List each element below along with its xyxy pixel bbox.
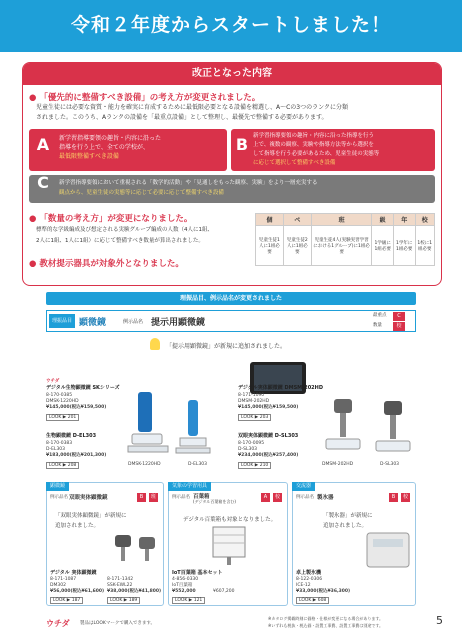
card-c2: 8-171-1342 (107, 577, 134, 582)
rank-label: 最重点 (373, 313, 387, 318)
product-code: 8-170-0385 (46, 393, 73, 398)
qty-value: 校 (393, 322, 405, 331)
product-model: DMSK-1220HD (46, 399, 79, 404)
stereo-microscope-image (109, 531, 161, 567)
sec2-line1: 標準的な学級編成及び想定される実験グループ編成の人数（4人に1組、 (36, 227, 214, 233)
card-bubble: デジタル百葉箱も対象となりました。 (183, 517, 277, 523)
rank-a-text3: 最低限整備すべき設備 (59, 153, 119, 160)
revision-heading: 改正となった内容 (23, 63, 441, 85)
product-name: 生物顕微鏡 D-EL303 (46, 433, 97, 439)
rank-c-block (29, 175, 435, 203)
qty-header-pe: ペ (283, 214, 311, 226)
sec2-line2: 2人に1組、1人に1組）に応じて整備すべき数量が算出されました。 (36, 238, 204, 244)
card-rank: B (389, 493, 398, 502)
sec1-line1: 児童生徒には必要な資質・能力を確実に育成するために最低限必要となる設備を精選し、A～Cの3つのランクに分類 (36, 104, 348, 111)
card-bubble1: 「双眼実体顕微鏡」が新規に (55, 513, 127, 519)
microscope-image-left (118, 390, 218, 460)
rank-b-text1: 新学習指導要領の趣旨・内容に沿った指導を行う (253, 133, 375, 139)
qty-cell: 1学年に1組必要 (393, 226, 415, 266)
rank-b-text2: 上で、複数の観察、実験や指導方法等から選択を (253, 142, 374, 148)
card-tag: 交流器 (292, 482, 315, 491)
qty-header-ko: 個 (256, 214, 284, 226)
product-code: 8-170-0095 (238, 441, 265, 446)
rank-b-text3: して指導を行う必要があるため、児童生徒の実態等 (253, 151, 380, 157)
product-code: 8-170-0383 (46, 441, 73, 446)
look-link[interactable]: LOOK ▶ 187 (50, 597, 83, 604)
rank-b-block (231, 129, 435, 171)
product-price: ¥183,000(税込¥201,300) (46, 453, 107, 458)
microscope-image-right (318, 395, 418, 460)
look-link[interactable]: LOOK ▶ 203 (238, 414, 271, 421)
sec2-title: ● 「数量の考え方」が変更になりました。 (29, 214, 193, 224)
card-sub: (デジタル百葉箱を含む) (193, 499, 236, 504)
card-item: 製氷器 (317, 495, 334, 501)
card-bubble1: 「製氷器」が新規に (323, 513, 373, 519)
example-label: 例示品名 (123, 319, 144, 325)
caption-right-2: D-SL303 (380, 462, 400, 467)
card-tag: 顕微鏡 (46, 482, 69, 491)
example-value: 提示用顕微鏡 (151, 318, 206, 328)
caption-left-2: D-EL303 (188, 462, 208, 467)
card-qty: 校 (402, 494, 408, 500)
sec3-title-text: 教材提示器具が対象外となりました。 (39, 259, 184, 269)
equip-label: 理振品目 (49, 314, 75, 328)
card-pname: デジタル 実体顕微鏡 (50, 570, 97, 576)
rank-a-text1: 新学習指導要領の趣旨・内容に沿った (59, 135, 162, 142)
card-tag: 気象の学習用具 (168, 482, 211, 491)
product-price: ¥234,000(税込¥257,400) (238, 453, 299, 458)
card-bubble2: 追加されました。 (55, 523, 100, 529)
ice-maker-image (363, 531, 413, 569)
rank-value: C (393, 312, 405, 321)
look-link[interactable]: LOOK ▶ 608 (296, 597, 329, 604)
qty-header-han: 班 (311, 214, 372, 226)
card-c1: 8-122-0306 (296, 577, 323, 582)
card-qty: 班 (150, 494, 156, 500)
caption-right-1: DMSM-202HD (322, 462, 354, 467)
qty-header-kyu: 級 (372, 214, 394, 226)
card-item: 百葉箱 (193, 494, 210, 500)
footer-brand: ウチダ (46, 619, 70, 628)
rank-c-text1: 新学習指導要領において重視される「数学的活動」や「見通しをもった観察、実験」をより一層充実する (59, 180, 318, 186)
card-p2: ¥607,200 (213, 589, 235, 594)
rank-c-letter: C (37, 173, 49, 192)
card-p1: ¥56,000(税込¥61,600) (50, 589, 105, 594)
card-pname: 卓上製氷機 (296, 570, 322, 576)
product-name: デジタル実体顕微鏡 DMSM-202HD (238, 385, 323, 391)
sec3-title: ● 教材提示器具が対象外となりました。 (29, 259, 184, 269)
qty-header-nen: 年 (393, 214, 415, 226)
card-label: 例示品名 (172, 495, 190, 500)
card-ice-maker (292, 482, 416, 606)
lightbulb-icon (150, 338, 160, 350)
qty-cell: 1学級に1組必要 (372, 226, 394, 266)
qty-header-ko2: 校 (415, 214, 434, 226)
card-pname: IoT百葉箱 基本セット (172, 570, 223, 576)
product-price: ¥145,000(税込¥159,500) (238, 405, 299, 410)
card-bubble2: 追加されました。 (323, 523, 368, 529)
sec2-title-text: 「数量の考え方」が変更になりました。 (39, 214, 193, 224)
rank-a-letter: A (36, 135, 50, 154)
revision-panel (22, 62, 442, 286)
card-label: 例示品名 (50, 495, 68, 500)
card-m1: DM302 (50, 583, 66, 588)
card-c1: 8-171-1087 (50, 577, 77, 582)
card-item: 双眼実体顕微鏡 (69, 495, 108, 501)
footer-note2: ※カタログ掲載時刻に価格・仕様が変更になる場合があります。 (268, 616, 384, 621)
footer-note3: ※いずれも税抜・税込価・設置工事費、設置工事費は別途です。 (268, 623, 384, 628)
caption-left-1: DMSK-1220HD (128, 462, 161, 467)
sec1-title-text: 「優先的に整備すべき設備」の考え方が変更されました。 (39, 93, 261, 103)
look-link[interactable]: LOOK ▶ 121 (172, 597, 205, 604)
sec1-line2: されました。このうち、Aランクの設備を「最重点設備」として整理し、最優先で整備する必要があります。 (36, 114, 328, 121)
product-model: D-EL303 (46, 447, 66, 452)
footer-note1: 製品はLOOKマークで購入できます。 (80, 621, 156, 626)
card-c1: 4-856-0330 (172, 577, 199, 582)
product-price: ¥145,000(税込¥159,500) (46, 405, 107, 410)
look-link[interactable]: LOOK ▶ 201 (46, 414, 79, 421)
section-bar: 理振品目、例示品名が変更されました (46, 292, 416, 305)
page-number: 5 (436, 614, 443, 627)
product-model: DMSM-202HD (238, 399, 270, 404)
hyakuyobako-image (199, 525, 259, 565)
equip-value: 顕微鏡 (79, 318, 107, 328)
card-rank: B (137, 493, 146, 502)
qty-cell: 児童生徒4人(実験実習学習における1グループ)に1組必要 (311, 226, 372, 266)
brand-logo: ウチダ (46, 379, 60, 384)
card-label: 例示品名 (296, 495, 314, 500)
qty-label: 数量 (373, 323, 382, 328)
product-code: 8-171-1090 (238, 393, 265, 398)
product-name: 双眼実体顕微鏡 D-SL303 (238, 433, 299, 439)
product-model: D-SL303 (238, 447, 258, 452)
card-hyakuyobako (168, 482, 288, 606)
bubble-top: 「提示用顕微鏡」が新規に追加されました。 (166, 343, 287, 350)
product-name: デジタル生物顕微鏡 SKシリーズ (46, 385, 120, 391)
qty-cell: 児童生徒2人に1組必要 (283, 226, 311, 266)
look-link[interactable]: LOOK ▶ 210 (238, 462, 271, 469)
card-qty: 校 (274, 494, 280, 500)
sec1-title: ● 「優先的に整備すべき設備」の考え方が変更されました。 (29, 93, 261, 103)
rank-a-text2: 指導を行う上で、全ての学校が、 (59, 144, 149, 151)
card-p1: ¥552,000 (172, 589, 196, 594)
card-m1: IoT百葉箱 (172, 583, 193, 588)
card-binocular (46, 482, 164, 606)
card-p1: ¥33,000(税込¥36,300) (296, 589, 351, 594)
card-p2: ¥38,000(税込¥41,800) (107, 589, 162, 594)
microscope-label-bar (46, 310, 416, 332)
look-link[interactable]: LOOK ▶ 189 (107, 597, 140, 604)
qty-cell: 児童生徒1人に1組必要 (256, 226, 284, 266)
card-m2: SSK-EWL22 (107, 583, 133, 588)
qty-cell: 1校に1組必要 (415, 226, 434, 266)
card-rank: A (261, 493, 270, 502)
rank-b-letter: B (235, 135, 249, 154)
rank-c-text2: 観点から、児童生徒の実態等に応じて必要に応じて整備すべき設備 (59, 190, 224, 196)
look-link[interactable]: LOOK ▶ 208 (46, 462, 79, 469)
card-m1: ICE-12 (296, 583, 311, 588)
page-title: 令和２年度からスタートしました！ (70, 14, 391, 36)
rank-a-block (29, 129, 227, 171)
rank-b-text4: に応じて選択して整備すべき設備 (253, 160, 336, 166)
quantity-table (255, 213, 435, 266)
